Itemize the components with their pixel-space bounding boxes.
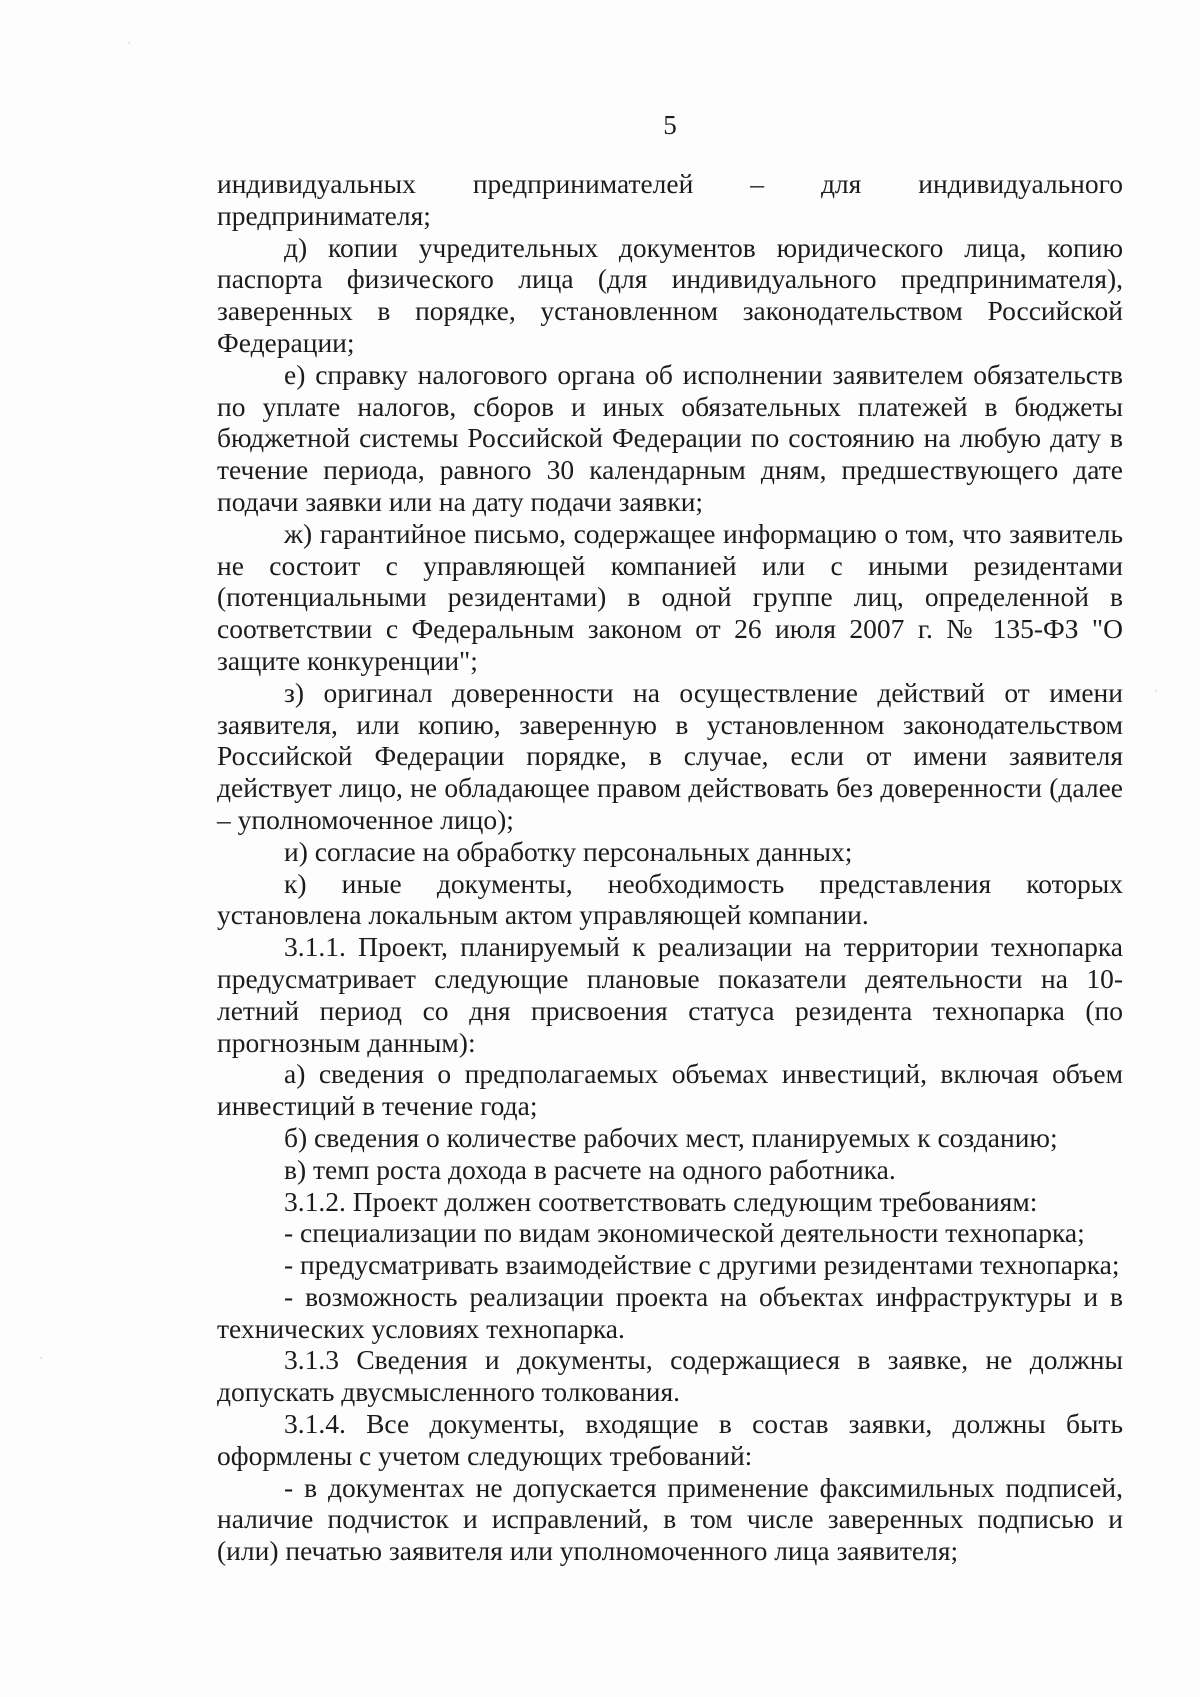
requirement-infrastructure: - возможность реализации проекта на объектах инфраструктуры и в технических условиях технопарка. (217, 1280, 1123, 1344)
paragraph-item-z: з) оригинал доверенности на осуществление действий от имени заявителя, или копию, заверенную в установленном законодательством Российской Федерации порядке, в случае, если от имени заявителя действует лицо, не обладающее правом действовать без доверенности (далее – уполномоченное лицо); (217, 676, 1123, 835)
paragraph-item-zh: ж) гарантийное письмо, содержащее информацию о том, что заявитель не состоит с управляющей компанией или с иными резидентами (потенциальными резидентами) в одной группе лиц, определенной в соответствии с Федеральным законом от 26 июля 2007 г. № 135-ФЗ "О защите конкуренции"; (217, 517, 1123, 676)
paragraph-continuation: индивидуальных предпринимателей – для индивидуального предпринимателя; (217, 168, 1123, 231)
document-body (217, 168, 1123, 1567)
requirement-specialization: - специализации по видам экономической деятельности технопарка; (284, 1217, 1085, 1249)
requirement-interaction: - предусматривать взаимодействие с другими резидентами технопарка; (284, 1249, 1120, 1281)
page-number: 5 (663, 110, 677, 140)
paragraph-3-1-1: 3.1.1. Проект, планируемый к реализации на территории технопарка предусматривает следующие плановые показатели деятельности на 10-летний период со дня присвоения статуса резидента технопарка (по прогнозным данным): (217, 931, 1123, 1058)
paragraph-item-v: в) темп роста дохода в расчете на одного работника. (284, 1153, 896, 1185)
scan-speck (40, 1357, 42, 1359)
paragraph-3-1-4: 3.1.4. Все документы, входящие в состав заявки, должны быть оформлены с учетом следующих требований: (217, 1408, 1123, 1471)
paragraph-item-a: а) сведения о предполагаемых объемах инвестиций, включая объем инвестиций в течение года; (217, 1058, 1123, 1122)
scan-speck (128, 42, 130, 44)
paragraph-item-k: к) иные документы, необходимость представления которых установлена локальным актом управляющей компании. (217, 867, 1123, 931)
paragraph-item-d: д) копии учредительных документов юридического лица, копию паспорта физического лица (для индивидуального предпринимателя), заверенных в порядке, установленном законодательством Российской Федерации; (217, 231, 1123, 358)
paragraph-item-e: е) справку налогового органа об исполнении заявителем обязательств по уплате налогов, сборов и иных обязательных платежей в бюджеты бюджетной системы Российской Федерации по состоянию на любую дату в течение периода, равного 30 календарным дням, предшествующего дате подачи заявки или на дату подачи заявки; (217, 358, 1123, 517)
paragraph-3-1-3: 3.1.3 Сведения и документы, содержащиеся в заявке, не должны допускать двусмысленного толкования. (217, 1344, 1123, 1408)
requirement-no-facsimile: - в документах не допускается применение факсимильных подписей, наличие подчисток и исправлений, в том числе заверенных подписью и (или) печатью заявителя или уполномоченного лица заявителя; (217, 1471, 1123, 1567)
paragraph-item-b: б) сведения о количестве рабочих мест, планируемых к созданию; (284, 1121, 1058, 1153)
scan-speck (1155, 690, 1157, 692)
paragraph-3-1-2: 3.1.2. Проект должен соответствовать следующим требованиям: (284, 1185, 1038, 1217)
paragraph-item-i: и) согласие на обработку персональных данных; (284, 835, 853, 867)
